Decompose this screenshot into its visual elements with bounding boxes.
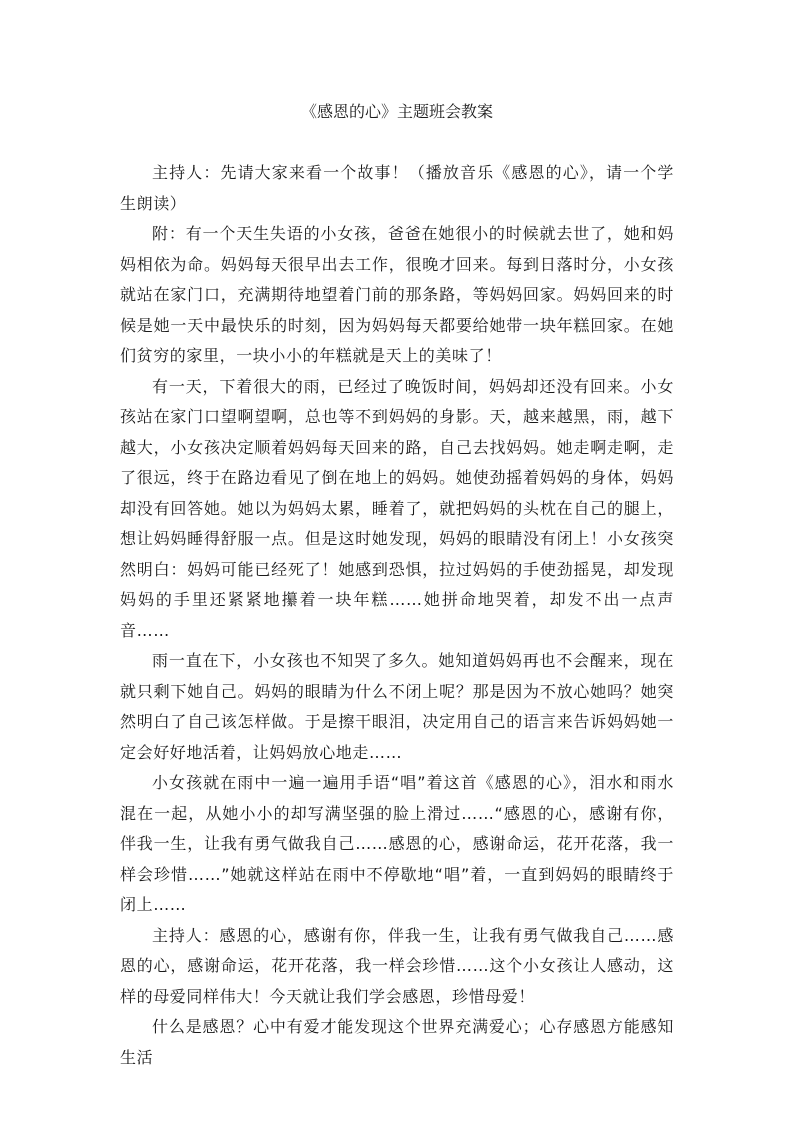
paragraph-host-intro: 主持人：先请大家来看一个故事！（播放音乐《感恩的心》，请一个学生朗读） xyxy=(120,163,674,213)
document-title: 《感恩的心》主题班会教案 xyxy=(300,102,493,121)
paragraph-rain-continues: 雨一直在下，小女孩也不知哭了多久。她知道妈妈再也不会醒来，现在就只剩下她自己。妈妈的眼睛为什么不闭上呢？那是因为不放心她吗？她突然明白了自己该怎样做。于是擦干眼泪，决定用自己的语言来告诉妈妈她一定会好好地活着，让妈妈放心地走…… xyxy=(120,651,674,762)
document-body xyxy=(120,158,674,1073)
paragraph-what-is-gratitude: 什么是感恩？心中有爱才能发现这个世界充满爱心；心存感恩方能感知生活 xyxy=(120,1017,674,1067)
paragraph-sign-language-song: 小女孩就在雨中一遍一遍用手语“唱”着这首《感恩的心》，泪水和雨水混在一起，从她小小的却写满坚强的脸上滑过……“感恩的心，感谢有你，伴我一生，让我有勇气做我自己……感恩的心，感谢命运，花开花落，我一样会珍惜……”她就这样站在雨中不停歇地“唱”着，一直到妈妈的眼睛终于闭上…… xyxy=(120,773,674,914)
paragraph-rainy-day: 有一天，下着很大的雨，已经过了晚饭时间，妈妈却还没有回来。小女孩站在家门口望啊望啊，总也等不到妈妈的身影。天，越来越黑，雨，越下越大，小女孩决定顺着妈妈每天回来的路，自己去找妈妈。她走啊走啊，走了很远，终于在路边看见了倒在地上的妈妈。她使劲摇着妈妈的身体，妈妈却没有回答她。她以为妈妈太累，睡着了，就把妈妈的头枕在自己的腿上，想让妈妈睡得舒服一点。但是这时她发现，妈妈的眼睛没有闭上！小女孩突然明白：妈妈可能已经死了！她感到恐惧，拉过妈妈的手使劲摇晃，却发现妈妈的手里还紧紧地攥着一块年糕……她拼命地哭着，却发不出一点声音…… xyxy=(120,376,674,640)
paragraph-host-reflection: 主持人：感恩的心，感谢有你，伴我一生，让我有勇气做我自己……感恩的心，感谢命运，花开花落，我一样会珍惜……这个小女孩让人感动，这样的母爱同样伟大！今天就让我们学会感恩，珍惜母爱！ xyxy=(120,925,674,1006)
paragraph-story-opening: 附：有一个天生失语的小女孩，爸爸在她很小的时候就去世了，她和妈妈相依为命。妈妈每天很早出去工作，很晚才回来。每到日落时分，小女孩就站在家门口，充满期待地望着门前的那条路，等妈妈回家。妈妈回来的时候是她一天中最快乐的时刻，因为妈妈每天都要给她带一块年糕回家。在她们贫穷的家里，一块小小的年糕就是天上的美味了！ xyxy=(120,224,674,365)
